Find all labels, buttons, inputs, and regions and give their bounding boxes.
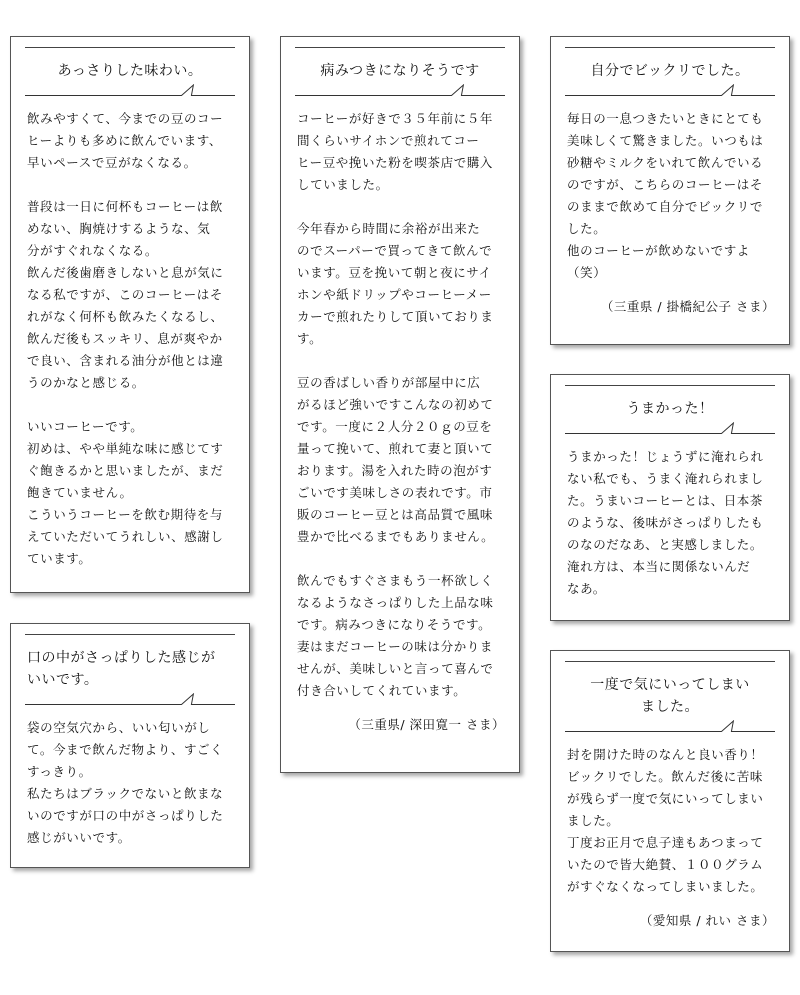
speech-bubble-divider [295, 84, 505, 96]
review-card-header [25, 634, 235, 705]
review-title: あっさりした味わい。 [57, 63, 203, 79]
review-title: 口の中がさっぱりした感じが いいです。 [27, 650, 216, 688]
review-body: 袋の空気穴から、いい匂いがし て。今まで飲んだ物より、すごく すっきり。 私たちはブラックでないと飲まな いのですが口の中がさっぱりした 感じがいいです。 [27, 720, 224, 845]
reviewer-signature: （三重県/ 深田寛一 さま） [348, 717, 505, 732]
review-card-4 [550, 36, 790, 345]
speech-bubble-divider [25, 84, 235, 96]
review-card-header [565, 661, 775, 732]
review-body: 飲みやすくて、今までの豆のコー ヒーよりも多めに飲んでいます、 早いペースで豆がなくなる。 普段は一日に何杯もコーヒーは飲 めない、胸焼けするような、気 分がすぐれなくなる。 飲んだ後歯磨きしないと息が気に なる私ですが、このコーヒーはそ れがなく何杯も飲みたくなるし、 飲んだ後もスッキリ、息が爽やか で良い、含まれる油分が他とは違 うのかなと感じる。 いいコーヒーです。 初めは、やや単純な味に感じてす ぐ飽きるかと思いましたが、まだ 飽きていません。 こういうコーヒーを飲む期待を与 えていただいてうれしい、感謝し ています。 [27, 111, 224, 566]
review-body: 封を開けた時のなんと良い香り！ ビックリでした。飲んだ後に苦味 が残らず一度で気にいってしまい ました。 丁度お正月で息子達もあつまって いたので皆大絶賛、１００グラム がすぐなくなってしまいました。 [567, 747, 764, 894]
review-card-6 [550, 650, 790, 952]
review-card-2 [10, 623, 250, 868]
reviewer-signature: （愛知県 / れい さま） [639, 913, 775, 928]
speech-bubble-divider [565, 422, 775, 434]
review-card-5 [550, 374, 790, 621]
review-card-1 [10, 36, 250, 593]
review-title: 自分でビックリでした。 [590, 63, 750, 79]
review-body: 毎日の一息つきたいときにとても 美味しくて驚きました。いつもは 砂糖やミルクをいれて飲んでいる のですが、こちらのコーヒーはそ のままで飲めて自分でビックリで した。 他のコーヒーが飲めないですよ （笑） [567, 111, 764, 280]
review-card-header [25, 47, 235, 96]
review-body: うまかった！じょうずに淹れられ ない私でも、うまく淹れられまし た。うまいコーヒーとは、日本茶 のような、後味がさっぱりしたも のなのだなあ、と実感しました。 淹れ方は、本当に関係ないんだ なあ。 [567, 449, 764, 596]
reviewer-signature: （三重県 / 掛橋紀公子 さま） [600, 299, 775, 314]
review-title: 病みつきになりそうです [320, 63, 480, 79]
review-card-3 [280, 36, 520, 773]
review-card-header [295, 47, 505, 96]
speech-bubble-divider [25, 693, 235, 705]
review-title: うまかった！ [626, 401, 714, 417]
review-card-header [565, 385, 775, 434]
review-card-header [565, 47, 775, 96]
speech-bubble-divider [565, 720, 775, 732]
review-body: コーヒーが好きで３５年前に５年 間くらいサイホンで煎れてコー ヒー豆や挽いた粉を喫茶店で購入 していました。 今年春から時間に余裕が出来た のでスーパーで買ってきて飲んで います。豆を挽いて朝と夜にサイ ホンや紙ドリップやコーヒーメー カーで煎れたりして頂いておりま す。 豆の香ばしい香りが部屋中に広 がるほど強いですこんなの初めて です。一度に２人分２０ｇの豆を 量って挽いて、煎れて妻と頂いて おります。湯を入れた時の泡がす ごいです美味しさの表れです。市 販のコーヒー豆とは高品質で風味 豊かで比べるまでもありません。 飲んでもすぐさまもう一杯欲しく なるようなさっぱりした上品な味 です。病みつきになりそうです。 妻はまだコーヒーの味は分かりま せんが、美味しいと言って喜んで 付き合いしてくれています。 [297, 111, 495, 698]
review-title: 一度で気にいってしまい ました。 [590, 677, 750, 715]
speech-bubble-divider [565, 84, 775, 96]
